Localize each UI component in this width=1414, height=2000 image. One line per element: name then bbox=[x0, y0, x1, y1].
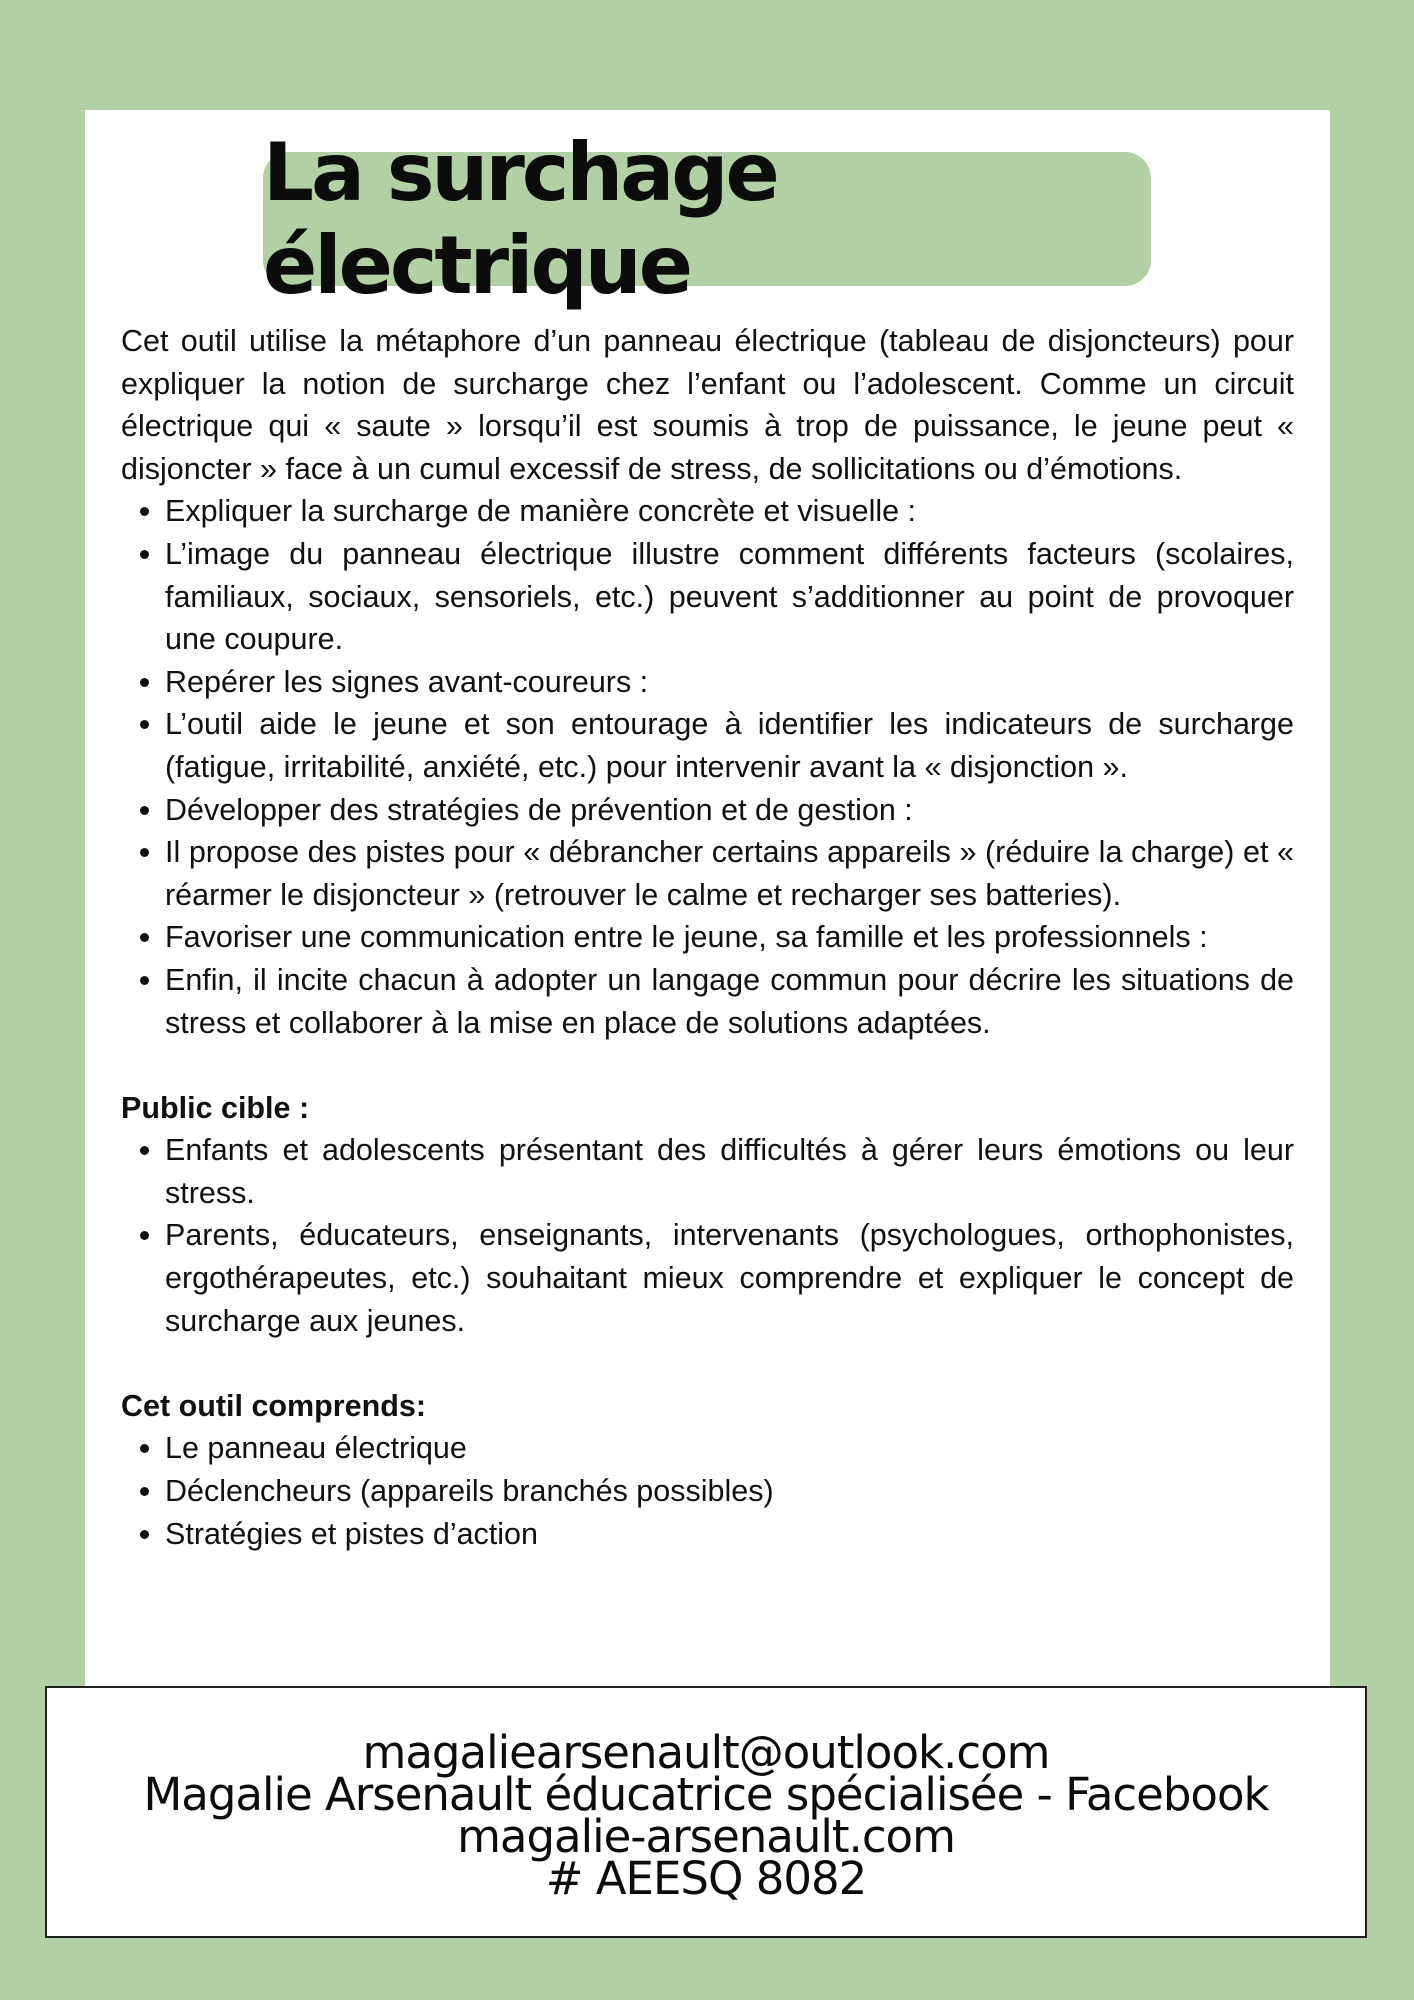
public-heading: Public cible : bbox=[121, 1090, 310, 1125]
facebook-link[interactable]: Magalie Arsenault éducatrice spécialisée - Facebook bbox=[143, 1768, 1269, 1821]
list-item: • Enfants et adolescents présentant des difficultés à gérer leurs émotions ou leur stress. bbox=[165, 1129, 1294, 1214]
list-item: • L’outil aide le jeune et son entourage à identifier les indicateurs de surcharge (fatigue, irritabilité, anxiété, etc.) pour intervenir avant la « disjonction ». bbox=[165, 703, 1294, 788]
page-title: La surchage électrique bbox=[263, 126, 777, 312]
list-item: • Développer des stratégies de prévention et de gestion : bbox=[165, 789, 1294, 832]
contact-footer bbox=[45, 1686, 1367, 1938]
list-item: • Favoriser une communication entre le jeune, sa famille et les professionnels : bbox=[165, 916, 1294, 959]
title-banner bbox=[263, 126, 1151, 312]
list-item: • L’image du panneau électrique illustre comment différents facteurs (scolaires, familiaux, sociaux, sensoriels, etc.) peuvent s’additionner au point de provoquer une coupure. bbox=[165, 533, 1294, 661]
public-list bbox=[121, 1129, 1294, 1342]
list-item: • Expliquer la surcharge de manière concrète et visuelle : bbox=[165, 490, 1294, 533]
list-item: • Déclencheurs (appareils branchés possibles) bbox=[165, 1470, 1294, 1513]
list-item: • Repérer les signes avant-coureurs : bbox=[165, 661, 1294, 704]
spacer bbox=[121, 1044, 1294, 1087]
website-link[interactable]: magalie-arsenault.com bbox=[457, 1810, 955, 1863]
list-item: • Stratégies et pistes d’action bbox=[165, 1513, 1294, 1556]
objectives-list bbox=[121, 490, 1294, 1044]
spacer bbox=[121, 1342, 1294, 1385]
includes-list bbox=[121, 1427, 1294, 1555]
list-item: • Enfin, il incite chacun à adopter un langage commun pour décrire les situations de stress et collaborer à la mise en place de solutions adaptées. bbox=[165, 959, 1294, 1044]
content-card bbox=[85, 110, 1330, 1690]
list-item: • Le panneau électrique bbox=[165, 1427, 1294, 1470]
list-item: • Parents, éducateurs, enseignants, intervenants (psychologues, orthophonistes, ergothérapeutes, etc.) souhaitant mieux comprendre et expliquer le concept de surcharge aux jeunes. bbox=[165, 1214, 1294, 1342]
email-link[interactable]: magaliearsenault@outlook.com bbox=[362, 1726, 1050, 1779]
membership-number: # AEESQ 8082 bbox=[545, 1852, 867, 1905]
includes-heading: Cet outil comprends: bbox=[121, 1388, 427, 1423]
intro-paragraph: Cet outil utilise la métaphore d’un panneau électrique (tableau de disjoncteurs) pour expliquer la notion de surcharge chez l’enfant ou l’adolescent. Comme un circuit électrique qui « saute » lorsqu’il est soumis à trop de puissance, le jeune peut « disjoncter » face à un cumul excessif de stress, de sollicitations ou d’émotions. bbox=[121, 324, 1294, 486]
body-content bbox=[121, 320, 1294, 1555]
list-item: • Il propose des pistes pour « débrancher certains appareils » (réduire la charge) et « réarmer le disjoncteur » (retrouver le calme et recharger ses batteries). bbox=[165, 831, 1294, 916]
